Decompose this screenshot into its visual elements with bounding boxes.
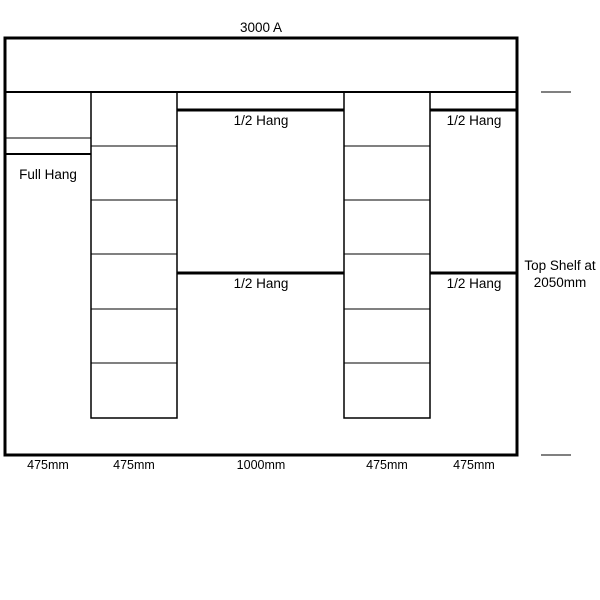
full-hang-label: Full Hang (19, 167, 77, 182)
top-shelf-note-line1: Top Shelf at (524, 258, 596, 273)
half-hang-label-middle-top: 1/2 Hang (233, 113, 289, 128)
half-hang-label-right-bottom: 1/2 Hang (446, 276, 502, 291)
width-label-4: 475mm (366, 458, 408, 472)
section-middle-half-hang (177, 110, 344, 291)
shelf-tower-right (344, 92, 430, 418)
half-hang-label-right-top: 1/2 Hang (446, 113, 502, 128)
top-shelf-note-line2: 2050mm (533, 275, 587, 290)
width-label-3: 1000mm (236, 458, 286, 472)
wardrobe-frame (5, 38, 517, 455)
half-hang-label-middle-bottom: 1/2 Hang (233, 276, 289, 291)
section-right-half-hang (430, 110, 517, 291)
shelf-tower-left (91, 92, 177, 418)
width-label-5: 475mm (453, 458, 495, 472)
wardrobe-title: 3000 A (239, 20, 283, 35)
width-label-2: 475mm (113, 458, 155, 472)
width-label-1: 475mm (27, 458, 69, 472)
section-full-hang (5, 138, 91, 182)
